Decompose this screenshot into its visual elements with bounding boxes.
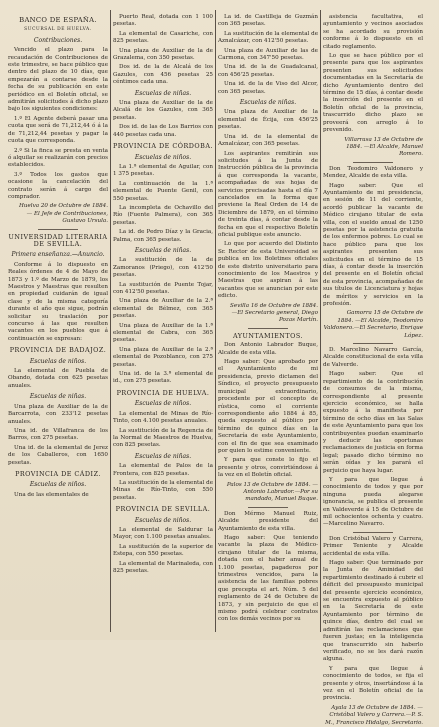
paragraph: Una plaza de Auxiliar de la de Barcarrota, con 233'12 pesetas anuales. bbox=[8, 403, 108, 425]
paragraph: Dos id. de la de Alcalá de los Gazules, con 456 pesetas 25 céntimos cada una. bbox=[113, 64, 213, 86]
signature: Gamorra 15 de Octubre de 1884. —El Alcalde, Teodomiro Valdonero.—El Secretario, Enrique López. bbox=[323, 310, 423, 339]
column-rule bbox=[320, 10, 321, 632]
bank-heading: BANCO DE ESPAÑA. bbox=[19, 16, 97, 24]
paragraph: Lo que por acuerdo del Distinto Sr. Rector de esta Universidad se publica en los Boletines oficiales de este distrito universitario para conocimiento de los Maestros y Maestras que aspiran á las vacantes que se anuncian por este edicto. bbox=[218, 241, 318, 300]
paragraph: Hago saber: Que el Ayuntamiento de mi presidencia, en sesión de 11 del corriente, acordó publicar la vacante de Médico cirujano titular de esta villa, con el sueldo anual de 1250 pesetas por la asistencia gratuita de los enfermos pobres. Lo cual se hace público para que los aspirantes presenten sus solicitudes en el término de 15 días, á contar desde la inserción del presente en el Boletín oficial de esta provincia, acompañadas de sus títulos de Licenciatura y hojas de méritos y servicios en la profesión. bbox=[323, 182, 423, 308]
signature: Villarrasa 13 de Octubre de 1884. —El Alcalde, Manuel Romero. bbox=[344, 136, 423, 158]
university-heading: UNIVERSIDAD LITERARIA DE SEVILLA. bbox=[8, 232, 108, 248]
paragraph: La elemental de Minas de Río-Tinto, con 4.100 pesetas anuales. bbox=[113, 410, 213, 425]
column-4 bbox=[323, 14, 423, 726]
province-heading: PROVINCIA DE CÁDIZ. bbox=[15, 469, 101, 478]
paragraph: Una plaza de Auxiliar de la 1.ª elemental de Cabra, con 365 pesetas. bbox=[113, 322, 213, 344]
column-rule bbox=[215, 10, 216, 632]
paragraph: 1.º El Agente deberá pasar una cuota que será de 71,212,44 ó á la de 71,212,44 pesetas y pagar la cuota que corresponda. bbox=[8, 115, 108, 145]
paragraph: La incompleta de Ochavillo del Río (Fuente Palmera), con 365 pesetas. bbox=[113, 204, 213, 226]
paragraph: Don Cristóbal Valero y Carrera, Primer Teniente y Alcalde accidental de esta villa. bbox=[323, 535, 423, 557]
paragraph: La sustitución de la elemental de Minas de Río-Tinto, con 550 pesetas. bbox=[113, 479, 213, 501]
paragraph: Hago saber: Que aprobado por el Ayuntamiento de mi presidencia, previo dictamen del Síndico, el proyecto presupuesto municipal extraordinario, procedente por el concepto de rústica, como el corriente correspondiente año 1884 á 85, queda expuesto al público por término de quince días en la Secretaría de este Ayuntamiento, con el fin de que sea examinado por quien lo estime conveniente. bbox=[218, 359, 318, 454]
section-title: Escuelas de niñas. bbox=[134, 89, 192, 97]
paragraph: Lo que se hace público por el presente para que los aspirantes presenten sus solicitudes documentadas en la Secretaría de dicho Ayuntamiento dentro del término de 15 días, á contar desde la inserción del presente en el Boletín oficial de la provincia, trascurrido dicho plazo se proveerá con arreglo á lo prevenido. bbox=[323, 53, 423, 134]
section-title: Escuelas de niños. bbox=[29, 357, 87, 365]
column-rule bbox=[110, 10, 111, 632]
paragraph: Y para que llegue á conocimiento de todos y que por ninguna pueda alegarse ignorancia, se publica el presente en Valdeverde á 15 de Octubre de mil ochocientos ochenta y cuatro. —Marcelino Navarro. bbox=[323, 476, 423, 528]
paragraph: Una id. de la de Guadalcanal, con 456'25 pesetas. bbox=[218, 64, 318, 78]
paragraph: Una plaza de Auxiliar de la elemental de Écija, con 456'25 pesetas. bbox=[218, 109, 318, 131]
paragraph: Conforme á lo dispuesto en Reales órdenes de 4 de Mayo de 1873 y 1.º de Marzo de 1879, los Maestros y Maestras que resulten en propiedad cuidarán de igual clase y de la misma categoría durante el año que sigue, podrán solicitar su traslación por concurso á las que resulten vacantes en los pueblos que á continuación se expresan: bbox=[8, 261, 108, 342]
paragraph: Puerto Real, dotada con 1 100 pesetas. bbox=[113, 14, 213, 28]
section-title: Escuelas de niños. bbox=[134, 516, 192, 524]
paragraph: Vencido el plazo para la recaudación de Contribuciones de este trimestre, se hace público que dentro del plazo de 10 días, que empezarán a contarse desde la fecha de su publicación en este periódico en el Boletín oficial, se admitirán solicitudes á dicho plazo bajo los siguientes condiciones: bbox=[8, 47, 108, 113]
province-heading: PROVINCIA DE HUELVA. bbox=[116, 388, 210, 397]
section-title: Primera enseñanza.—Anuncio. bbox=[11, 251, 105, 259]
column-3 bbox=[218, 14, 318, 632]
paragraph: Y para que conste lo fijo el presente y otros, convirtiéndose á la vez en el Boletín oficial. bbox=[218, 457, 318, 479]
section-title: Escuelas de niñas. bbox=[29, 393, 87, 401]
paragraph: La elemental de Puebla de Obando, dotada con 625 pesetas anuales. bbox=[8, 368, 108, 389]
signature: Palos 13 de Octubre de 1884. — Antonio Labrador.—Por su mandado, Manuel Buque. bbox=[226, 481, 318, 503]
section-title: Escuelas de niños. bbox=[134, 153, 192, 161]
paragraph: La sustitución de la Regencia de la Normal de Maestros de Huelva, con 825 pesetas. bbox=[113, 427, 213, 449]
paragraph: La elemental de Casariche, con 825 pesetas. bbox=[113, 30, 213, 45]
paragraph: La elemental de Saldurar la Mayor, con 1.100 pesetas anuales. bbox=[113, 526, 213, 541]
divider bbox=[248, 328, 288, 329]
paragraph: 2.º Si la finca se presta en venta ó alquilar se realizarán con precios establecidos. bbox=[8, 147, 108, 169]
section-heading: AYUNTAMIENTOS. bbox=[232, 331, 304, 340]
divider bbox=[353, 343, 393, 344]
paragraph: Una plaza de Auxiliar de la de Grazalema, con 350 pesetas. bbox=[113, 47, 213, 62]
paragraph: D. Marcelino Navarro García, Alcalde constitucional de esta villa de Valverde. bbox=[323, 347, 423, 368]
section-title: Escuelas de niños. bbox=[29, 481, 87, 489]
paragraph: Una plaza de Auxiliar de la 2.ª elemental de Bélmez, con 365 pesetas. bbox=[113, 298, 213, 320]
signature: Ayala 13 de Octubre de 1884. — Cristóbal Valero y Carrera.—P. S. M., Francisco Hidalgo, Secretario. bbox=[325, 704, 423, 726]
paragraph: 3.º Todos los gastos que ocasione la cancelación del contrato serán á cargo del comprador. bbox=[8, 171, 108, 200]
section-title: Escuelas de niñas. bbox=[134, 246, 192, 254]
paragraph: Una id. de la elemental de Jerez de los Caballeros, con 1650 pesetas. bbox=[8, 444, 108, 466]
signature: Huelva 20 de Octubre de 1884.— El Jefe de Contribuciones, Gustavo Ursula. bbox=[18, 203, 108, 225]
divider bbox=[353, 162, 393, 163]
paragraph: Una plaza de Auxiliar de la de Alcalá de los Gazules, con 365 pesetas. bbox=[113, 100, 213, 121]
section-title: Escuelas de niñas. bbox=[239, 99, 297, 107]
paragraph: Dos id. de las de Los Barrios con 440 pesetas cada una. bbox=[113, 124, 213, 138]
bank-subheading: SUCURSAL DE HUELVA. bbox=[24, 27, 92, 33]
paragraph: Y para que llegue á conocimiento de todos, se fija el presente y otros, insertándose á la vez en el Boletín oficial de la provincia. bbox=[323, 665, 423, 702]
section-title: Contribuciones. bbox=[33, 36, 83, 44]
paragraph: La continuación de la 1.ª elemental de Puente Genil, con 550 pesetas. bbox=[113, 180, 213, 202]
column-1 bbox=[8, 14, 108, 632]
paragraph: La sustitución de la superior de Estepa, con 550 pesetas. bbox=[113, 543, 213, 558]
paragraph: Una id. de la de Viso del Alcor, con 365 pesetas. bbox=[218, 81, 318, 95]
section-title: Escuelas de niñas. bbox=[134, 452, 192, 460]
divider bbox=[353, 532, 393, 533]
divider bbox=[248, 507, 288, 508]
paragraph: Hago saber: Que teniendo vacante la plaza de Médico-cirujano titular de la misma, dotada con el haber anual de 1.100 pesetas, pagaderos por trimestres vencidos, para la asistencia de las familias pobres que precepta el art. Núm. 5 del reglamento de 24 de Octubre de 1873, y sin perjuicio de que el mismo podrá celebrar contratos con los demás vecinos por su bbox=[218, 535, 318, 623]
paragraph: Hago saber: Que terminado por la Junta de Aminidad del repartimiento destinado á cubrir el déficit del presupuesto municipal del presente ejercicio económico, se encuentra expuesto al público en la Secretaría de este Ayuntamiento por término de quince días, dentro del cual se admitirán las reclamaciones que fueren justas; en la inteligencia que transcurrido sin haberlo verificado, no se les dará razón alguna. bbox=[323, 560, 423, 663]
paragraph: Una plaza de Auxiliar de la 2.ª elemental de Pozoblanco, con 275 pesetas. bbox=[113, 346, 213, 368]
province-heading: PROVINCIA DE SEVILLA. bbox=[115, 505, 211, 514]
paragraph: La id. de Pedro Díaz y la Gracia, Palma, con 365 pesetas. bbox=[113, 229, 213, 243]
paragraph: Los aspirantes remitirán sus solicitudes á la Junta de Instrucción pública de la provincia á que corresponda la vacante, acompañadas de sus hojas de servicios precisadas hasta el día 7 cancelados en la forma que previene la Real Orden de 14 de Diciembre de 1879, en el término de treinta días, á contar desde la fecha en que el respectivo Boletín oficial publique este anuncio. bbox=[218, 150, 318, 238]
paragraph: La sustitución de la elemental de Aznalcázar, con 412'50 pesetas. bbox=[218, 30, 318, 45]
province-heading: PROVINCIA DE BADAJOZ. bbox=[9, 346, 107, 355]
column-2 bbox=[113, 14, 213, 632]
divider bbox=[38, 229, 78, 230]
paragraph: asistencia facultativa, el ayuntamiento y vecinos asociados se ha acordado su provisión conforme á lo dispuesto en el citado reglamento. bbox=[323, 14, 423, 50]
paragraph: Don Antonio Labrador Buque, Alcalde de esta villa. bbox=[218, 342, 318, 356]
paragraph: Don Mérmo Manuel Ruiz, Alcalde presidente del Ayuntamiento de esta villa. bbox=[218, 510, 318, 532]
paragraph: Don Teodomiro Valdonero y Mendez, Alcalde de esta villa. bbox=[323, 165, 423, 180]
paragraph: La elemental de Palos de la Frontera, con 825 pesetas. bbox=[113, 463, 213, 477]
paragraph: La 1.ª elemental de Aguilar, con 1 375 pesetas. bbox=[113, 163, 213, 178]
paragraph: Una plaza de Auxiliar de las de Carmona, con 347'50 pesetas. bbox=[218, 47, 318, 62]
province-heading: PROVINCIA DE CÓRDOBA. bbox=[113, 142, 213, 151]
paragraph: La sustitución de Puente Tojar, con 412'50 pesetas. bbox=[113, 281, 213, 295]
paragraph: La sustitución de la de Zamoranos (Priego), con 412'50 pesetas. bbox=[113, 257, 213, 279]
paragraph: La id. de Castilleja de Guzmán con 365 pesetas. bbox=[218, 14, 318, 28]
paragraph: Una de las elementales de bbox=[14, 491, 89, 498]
paragraph: Una id. de la elemental de Aznalcázar, con 365 pesetas. bbox=[218, 133, 318, 148]
paragraph: Una id. de Villafranca de los Barros, con 275 pesetas. bbox=[8, 427, 108, 442]
paragraph: Una id. de la 3.ª elemental de id., con 275 pesetas. bbox=[113, 371, 213, 385]
paragraph: La elemental de Marinaleda, con 825 pesetas. bbox=[113, 560, 213, 574]
paragraph: Hago saber: Que el repartimiento de la contribución de consumos de la misma, correspondiente al presente ejercicio económico, se halla expuesto á la manifiesta por término de ocho días en las Salas de este Ayuntamiento para que los contribuyentes puedan examinarlo y deducir las oportunas reclamaciones de justicia en forma legal; pasado dicho término no serán oídas y les parará el perjuicio que haya lugar. bbox=[323, 371, 423, 474]
signature: Sevilla 16 de Octubre de 1884. —El Secretario general, Diego Pozas Martín. bbox=[230, 302, 318, 324]
section-title: Escuelas de niños. bbox=[134, 400, 192, 408]
